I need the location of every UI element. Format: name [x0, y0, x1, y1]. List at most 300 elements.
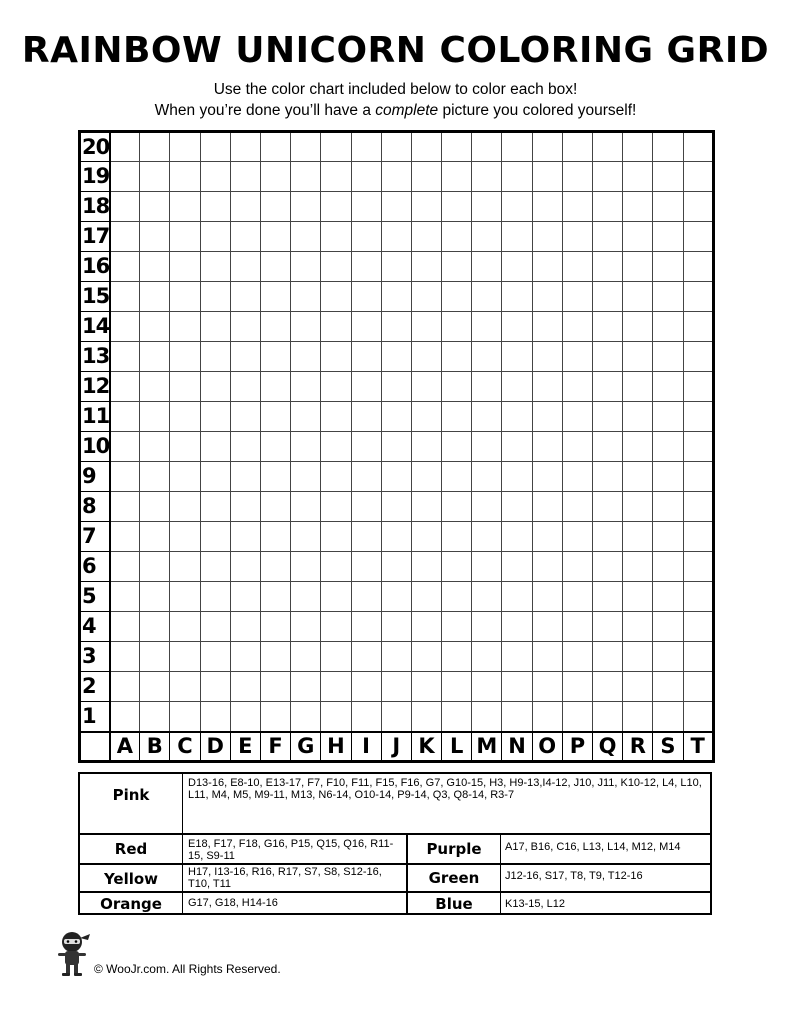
grid-cell[interactable]	[200, 312, 230, 342]
grid-cell[interactable]	[653, 582, 683, 612]
grid-cell[interactable]	[381, 702, 411, 732]
grid-cell[interactable]	[532, 252, 562, 282]
grid-cell[interactable]	[200, 522, 230, 552]
grid-cell[interactable]	[230, 162, 260, 192]
grid-cell[interactable]	[502, 162, 532, 192]
grid-cell[interactable]	[502, 222, 532, 252]
grid-cell[interactable]	[411, 342, 441, 372]
grid-cell[interactable]	[230, 312, 260, 342]
grid-cell[interactable]	[260, 192, 290, 222]
grid-cell[interactable]	[110, 612, 140, 642]
grid-cell[interactable]	[321, 702, 351, 732]
grid-cell[interactable]	[170, 252, 200, 282]
grid-cell[interactable]	[110, 342, 140, 372]
grid-cell[interactable]	[110, 312, 140, 342]
grid-cell[interactable]	[623, 672, 653, 702]
grid-cell[interactable]	[411, 582, 441, 612]
grid-cell[interactable]	[502, 582, 532, 612]
grid-cell[interactable]	[442, 522, 472, 552]
grid-cell[interactable]	[230, 552, 260, 582]
grid-cell[interactable]	[442, 642, 472, 672]
grid-cell[interactable]	[562, 162, 592, 192]
grid-cell[interactable]	[321, 282, 351, 312]
grid-cell[interactable]	[291, 162, 321, 192]
grid-cell[interactable]	[562, 642, 592, 672]
grid-cell[interactable]	[532, 372, 562, 402]
grid-cell[interactable]	[381, 402, 411, 432]
grid-cell[interactable]	[200, 612, 230, 642]
grid-cell[interactable]	[502, 342, 532, 372]
grid-cell[interactable]	[291, 282, 321, 312]
grid-cell[interactable]	[230, 462, 260, 492]
grid-cell[interactable]	[260, 462, 290, 492]
grid-cell[interactable]	[502, 642, 532, 672]
grid-cell[interactable]	[351, 492, 381, 522]
grid-cell[interactable]	[562, 702, 592, 732]
grid-cell[interactable]	[532, 342, 562, 372]
grid-cell[interactable]	[381, 492, 411, 522]
grid-cell[interactable]	[442, 342, 472, 372]
grid-cell[interactable]	[683, 672, 713, 702]
grid-cell[interactable]	[291, 492, 321, 522]
grid-cell[interactable]	[562, 432, 592, 462]
grid-cell[interactable]	[110, 672, 140, 702]
grid-cell[interactable]	[110, 582, 140, 612]
grid-cell[interactable]	[562, 342, 592, 372]
grid-cell[interactable]	[140, 582, 170, 612]
grid-cell[interactable]	[472, 462, 502, 492]
grid-cell[interactable]	[562, 462, 592, 492]
grid-cell[interactable]	[381, 252, 411, 282]
grid-cell[interactable]	[230, 402, 260, 432]
grid-cell[interactable]	[140, 552, 170, 582]
grid-cell[interactable]	[653, 252, 683, 282]
grid-cell[interactable]	[200, 342, 230, 372]
grid-cell[interactable]	[593, 612, 623, 642]
grid-cell[interactable]	[593, 402, 623, 432]
grid-cell[interactable]	[532, 492, 562, 522]
grid-cell[interactable]	[562, 222, 592, 252]
grid-cell[interactable]	[260, 492, 290, 522]
grid-cell[interactable]	[411, 222, 441, 252]
grid-cell[interactable]	[593, 582, 623, 612]
grid-cell[interactable]	[532, 702, 562, 732]
grid-cell[interactable]	[291, 312, 321, 342]
grid-cell[interactable]	[140, 252, 170, 282]
grid-cell[interactable]	[321, 462, 351, 492]
grid-cell[interactable]	[351, 312, 381, 342]
grid-cell[interactable]	[562, 522, 592, 552]
grid-cell[interactable]	[683, 132, 713, 162]
grid-cell[interactable]	[260, 222, 290, 252]
grid-cell[interactable]	[532, 192, 562, 222]
grid-cell[interactable]	[411, 492, 441, 522]
grid-cell[interactable]	[351, 672, 381, 702]
grid-cell[interactable]	[291, 372, 321, 402]
grid-cell[interactable]	[683, 522, 713, 552]
grid-cell[interactable]	[321, 432, 351, 462]
grid-cell[interactable]	[351, 612, 381, 642]
grid-cell[interactable]	[502, 552, 532, 582]
grid-cell[interactable]	[381, 132, 411, 162]
grid-cell[interactable]	[593, 672, 623, 702]
grid-cell[interactable]	[502, 432, 532, 462]
grid-cell[interactable]	[472, 132, 502, 162]
grid-cell[interactable]	[140, 312, 170, 342]
grid-cell[interactable]	[472, 642, 502, 672]
grid-cell[interactable]	[291, 252, 321, 282]
grid-cell[interactable]	[381, 192, 411, 222]
grid-cell[interactable]	[110, 372, 140, 402]
grid-cell[interactable]	[532, 462, 562, 492]
grid-cell[interactable]	[170, 132, 200, 162]
grid-cell[interactable]	[442, 462, 472, 492]
grid-cell[interactable]	[200, 432, 230, 462]
grid-cell[interactable]	[532, 132, 562, 162]
grid-cell[interactable]	[593, 522, 623, 552]
grid-cell[interactable]	[140, 132, 170, 162]
grid-cell[interactable]	[260, 612, 290, 642]
grid-cell[interactable]	[472, 312, 502, 342]
grid-cell[interactable]	[170, 642, 200, 672]
grid-cell[interactable]	[562, 312, 592, 342]
grid-cell[interactable]	[170, 312, 200, 342]
grid-cell[interactable]	[170, 462, 200, 492]
grid-cell[interactable]	[653, 552, 683, 582]
grid-cell[interactable]	[291, 342, 321, 372]
grid-cell[interactable]	[110, 462, 140, 492]
grid-cell[interactable]	[442, 222, 472, 252]
grid-cell[interactable]	[442, 312, 472, 342]
grid-cell[interactable]	[623, 132, 653, 162]
grid-cell[interactable]	[260, 372, 290, 402]
grid-cell[interactable]	[381, 582, 411, 612]
grid-cell[interactable]	[653, 342, 683, 372]
grid-cell[interactable]	[351, 132, 381, 162]
grid-cell[interactable]	[683, 612, 713, 642]
grid-cell[interactable]	[472, 372, 502, 402]
grid-cell[interactable]	[502, 252, 532, 282]
grid-cell[interactable]	[321, 492, 351, 522]
grid-cell[interactable]	[140, 282, 170, 312]
grid-cell[interactable]	[381, 282, 411, 312]
grid-cell[interactable]	[653, 402, 683, 432]
grid-cell[interactable]	[321, 252, 351, 282]
grid-cell[interactable]	[683, 372, 713, 402]
grid-cell[interactable]	[140, 642, 170, 672]
grid-cell[interactable]	[200, 672, 230, 702]
grid-cell[interactable]	[442, 162, 472, 192]
grid-cell[interactable]	[170, 612, 200, 642]
grid-cell[interactable]	[260, 132, 290, 162]
grid-cell[interactable]	[230, 522, 260, 552]
grid-cell[interactable]	[321, 312, 351, 342]
grid-cell[interactable]	[321, 342, 351, 372]
grid-cell[interactable]	[532, 552, 562, 582]
grid-cell[interactable]	[502, 372, 532, 402]
grid-cell[interactable]	[260, 432, 290, 462]
grid-cell[interactable]	[532, 162, 562, 192]
grid-cell[interactable]	[200, 462, 230, 492]
grid-cell[interactable]	[562, 672, 592, 702]
grid-cell[interactable]	[321, 222, 351, 252]
grid-cell[interactable]	[170, 492, 200, 522]
grid-cell[interactable]	[170, 552, 200, 582]
grid-cell[interactable]	[472, 432, 502, 462]
grid-cell[interactable]	[411, 162, 441, 192]
grid-cell[interactable]	[140, 672, 170, 702]
grid-cell[interactable]	[230, 642, 260, 672]
grid-cell[interactable]	[291, 642, 321, 672]
grid-cell[interactable]	[140, 342, 170, 372]
grid-cell[interactable]	[502, 312, 532, 342]
grid-cell[interactable]	[260, 312, 290, 342]
grid-cell[interactable]	[321, 162, 351, 192]
grid-cell[interactable]	[502, 612, 532, 642]
grid-cell[interactable]	[351, 372, 381, 402]
grid-cell[interactable]	[683, 192, 713, 222]
grid-cell[interactable]	[472, 552, 502, 582]
grid-cell[interactable]	[593, 252, 623, 282]
grid-cell[interactable]	[140, 702, 170, 732]
grid-cell[interactable]	[230, 582, 260, 612]
grid-cell[interactable]	[502, 132, 532, 162]
grid-cell[interactable]	[381, 462, 411, 492]
grid-cell[interactable]	[170, 282, 200, 312]
grid-cell[interactable]	[351, 702, 381, 732]
grid-cell[interactable]	[230, 192, 260, 222]
grid-cell[interactable]	[683, 342, 713, 372]
grid-cell[interactable]	[260, 252, 290, 282]
grid-cell[interactable]	[623, 552, 653, 582]
grid-cell[interactable]	[562, 552, 592, 582]
grid-cell[interactable]	[260, 582, 290, 612]
grid-cell[interactable]	[351, 522, 381, 552]
grid-cell[interactable]	[623, 252, 653, 282]
grid-cell[interactable]	[200, 252, 230, 282]
grid-cell[interactable]	[532, 402, 562, 432]
grid-cell[interactable]	[260, 162, 290, 192]
grid-cell[interactable]	[291, 672, 321, 702]
grid-cell[interactable]	[411, 522, 441, 552]
grid-cell[interactable]	[110, 552, 140, 582]
grid-cell[interactable]	[653, 432, 683, 462]
grid-cell[interactable]	[653, 192, 683, 222]
grid-cell[interactable]	[110, 132, 140, 162]
grid-cell[interactable]	[472, 702, 502, 732]
grid-cell[interactable]	[623, 702, 653, 732]
grid-cell[interactable]	[502, 702, 532, 732]
grid-cell[interactable]	[321, 582, 351, 612]
grid-cell[interactable]	[562, 252, 592, 282]
grid-cell[interactable]	[381, 222, 411, 252]
grid-cell[interactable]	[200, 642, 230, 672]
grid-cell[interactable]	[351, 552, 381, 582]
grid-cell[interactable]	[351, 432, 381, 462]
grid-cell[interactable]	[260, 702, 290, 732]
grid-cell[interactable]	[411, 672, 441, 702]
grid-cell[interactable]	[411, 552, 441, 582]
grid-cell[interactable]	[351, 222, 381, 252]
grid-cell[interactable]	[623, 612, 653, 642]
grid-cell[interactable]	[562, 132, 592, 162]
grid-cell[interactable]	[140, 162, 170, 192]
grid-cell[interactable]	[321, 642, 351, 672]
grid-cell[interactable]	[381, 672, 411, 702]
grid-cell[interactable]	[200, 162, 230, 192]
grid-cell[interactable]	[351, 162, 381, 192]
grid-cell[interactable]	[140, 492, 170, 522]
grid-cell[interactable]	[170, 162, 200, 192]
grid-cell[interactable]	[291, 462, 321, 492]
grid-cell[interactable]	[502, 282, 532, 312]
grid-cell[interactable]	[411, 192, 441, 222]
grid-cell[interactable]	[381, 552, 411, 582]
grid-cell[interactable]	[653, 222, 683, 252]
grid-cell[interactable]	[472, 222, 502, 252]
grid-cell[interactable]	[683, 282, 713, 312]
grid-cell[interactable]	[653, 492, 683, 522]
grid-cell[interactable]	[411, 462, 441, 492]
grid-cell[interactable]	[230, 612, 260, 642]
grid-cell[interactable]	[683, 552, 713, 582]
grid-cell[interactable]	[653, 312, 683, 342]
grid-cell[interactable]	[623, 522, 653, 552]
grid-cell[interactable]	[110, 702, 140, 732]
grid-cell[interactable]	[200, 582, 230, 612]
grid-cell[interactable]	[291, 582, 321, 612]
grid-cell[interactable]	[562, 282, 592, 312]
grid-cell[interactable]	[532, 672, 562, 702]
grid-cell[interactable]	[110, 642, 140, 672]
grid-cell[interactable]	[502, 672, 532, 702]
grid-cell[interactable]	[170, 432, 200, 462]
grid-cell[interactable]	[230, 282, 260, 312]
grid-cell[interactable]	[411, 252, 441, 282]
grid-cell[interactable]	[593, 372, 623, 402]
grid-cell[interactable]	[442, 252, 472, 282]
grid-cell[interactable]	[593, 192, 623, 222]
grid-cell[interactable]	[653, 522, 683, 552]
grid-cell[interactable]	[502, 462, 532, 492]
grid-cell[interactable]	[653, 642, 683, 672]
grid-cell[interactable]	[260, 642, 290, 672]
grid-cell[interactable]	[321, 612, 351, 642]
grid-cell[interactable]	[321, 402, 351, 432]
grid-cell[interactable]	[623, 342, 653, 372]
grid-cell[interactable]	[260, 522, 290, 552]
grid-cell[interactable]	[140, 192, 170, 222]
grid-cell[interactable]	[411, 402, 441, 432]
grid-cell[interactable]	[623, 282, 653, 312]
grid-cell[interactable]	[230, 342, 260, 372]
grid-cell[interactable]	[502, 192, 532, 222]
grid-cell[interactable]	[653, 672, 683, 702]
grid-cell[interactable]	[593, 222, 623, 252]
grid-cell[interactable]	[140, 222, 170, 252]
grid-cell[interactable]	[110, 522, 140, 552]
grid-cell[interactable]	[351, 642, 381, 672]
grid-cell[interactable]	[593, 312, 623, 342]
grid-cell[interactable]	[653, 612, 683, 642]
grid-cell[interactable]	[170, 672, 200, 702]
grid-cell[interactable]	[170, 342, 200, 372]
grid-cell[interactable]	[472, 522, 502, 552]
grid-cell[interactable]	[411, 612, 441, 642]
grid-cell[interactable]	[623, 372, 653, 402]
grid-cell[interactable]	[411, 702, 441, 732]
grid-cell[interactable]	[170, 372, 200, 402]
grid-cell[interactable]	[230, 702, 260, 732]
grid-cell[interactable]	[623, 642, 653, 672]
grid-cell[interactable]	[110, 282, 140, 312]
grid-cell[interactable]	[562, 402, 592, 432]
grid-cell[interactable]	[170, 222, 200, 252]
grid-cell[interactable]	[653, 462, 683, 492]
grid-cell[interactable]	[110, 402, 140, 432]
grid-cell[interactable]	[411, 642, 441, 672]
grid-cell[interactable]	[623, 222, 653, 252]
grid-cell[interactable]	[442, 372, 472, 402]
grid-cell[interactable]	[291, 432, 321, 462]
grid-cell[interactable]	[260, 402, 290, 432]
grid-cell[interactable]	[411, 282, 441, 312]
grid-cell[interactable]	[683, 222, 713, 252]
grid-cell[interactable]	[351, 192, 381, 222]
grid-cell[interactable]	[623, 462, 653, 492]
grid-cell[interactable]	[321, 552, 351, 582]
grid-cell[interactable]	[381, 432, 411, 462]
grid-cell[interactable]	[472, 402, 502, 432]
grid-cell[interactable]	[442, 432, 472, 462]
grid-cell[interactable]	[321, 192, 351, 222]
grid-cell[interactable]	[321, 672, 351, 702]
grid-cell[interactable]	[683, 252, 713, 282]
grid-cell[interactable]	[593, 462, 623, 492]
grid-cell[interactable]	[200, 372, 230, 402]
grid-cell[interactable]	[532, 222, 562, 252]
grid-cell[interactable]	[472, 342, 502, 372]
grid-cell[interactable]	[442, 132, 472, 162]
grid-cell[interactable]	[140, 372, 170, 402]
grid-cell[interactable]	[532, 612, 562, 642]
grid-cell[interactable]	[200, 492, 230, 522]
grid-cell[interactable]	[442, 492, 472, 522]
grid-cell[interactable]	[411, 312, 441, 342]
grid-cell[interactable]	[110, 192, 140, 222]
grid-cell[interactable]	[623, 162, 653, 192]
grid-cell[interactable]	[562, 612, 592, 642]
grid-cell[interactable]	[110, 162, 140, 192]
grid-cell[interactable]	[381, 522, 411, 552]
grid-cell[interactable]	[170, 522, 200, 552]
grid-cell[interactable]	[442, 192, 472, 222]
grid-cell[interactable]	[593, 432, 623, 462]
grid-cell[interactable]	[200, 552, 230, 582]
grid-cell[interactable]	[472, 492, 502, 522]
grid-cell[interactable]	[532, 642, 562, 672]
grid-cell[interactable]	[230, 132, 260, 162]
grid-cell[interactable]	[351, 342, 381, 372]
grid-cell[interactable]	[110, 492, 140, 522]
grid-cell[interactable]	[291, 552, 321, 582]
grid-cell[interactable]	[411, 372, 441, 402]
grid-cell[interactable]	[351, 252, 381, 282]
grid-cell[interactable]	[532, 432, 562, 462]
grid-cell[interactable]	[623, 312, 653, 342]
grid-cell[interactable]	[140, 612, 170, 642]
grid-cell[interactable]	[170, 192, 200, 222]
